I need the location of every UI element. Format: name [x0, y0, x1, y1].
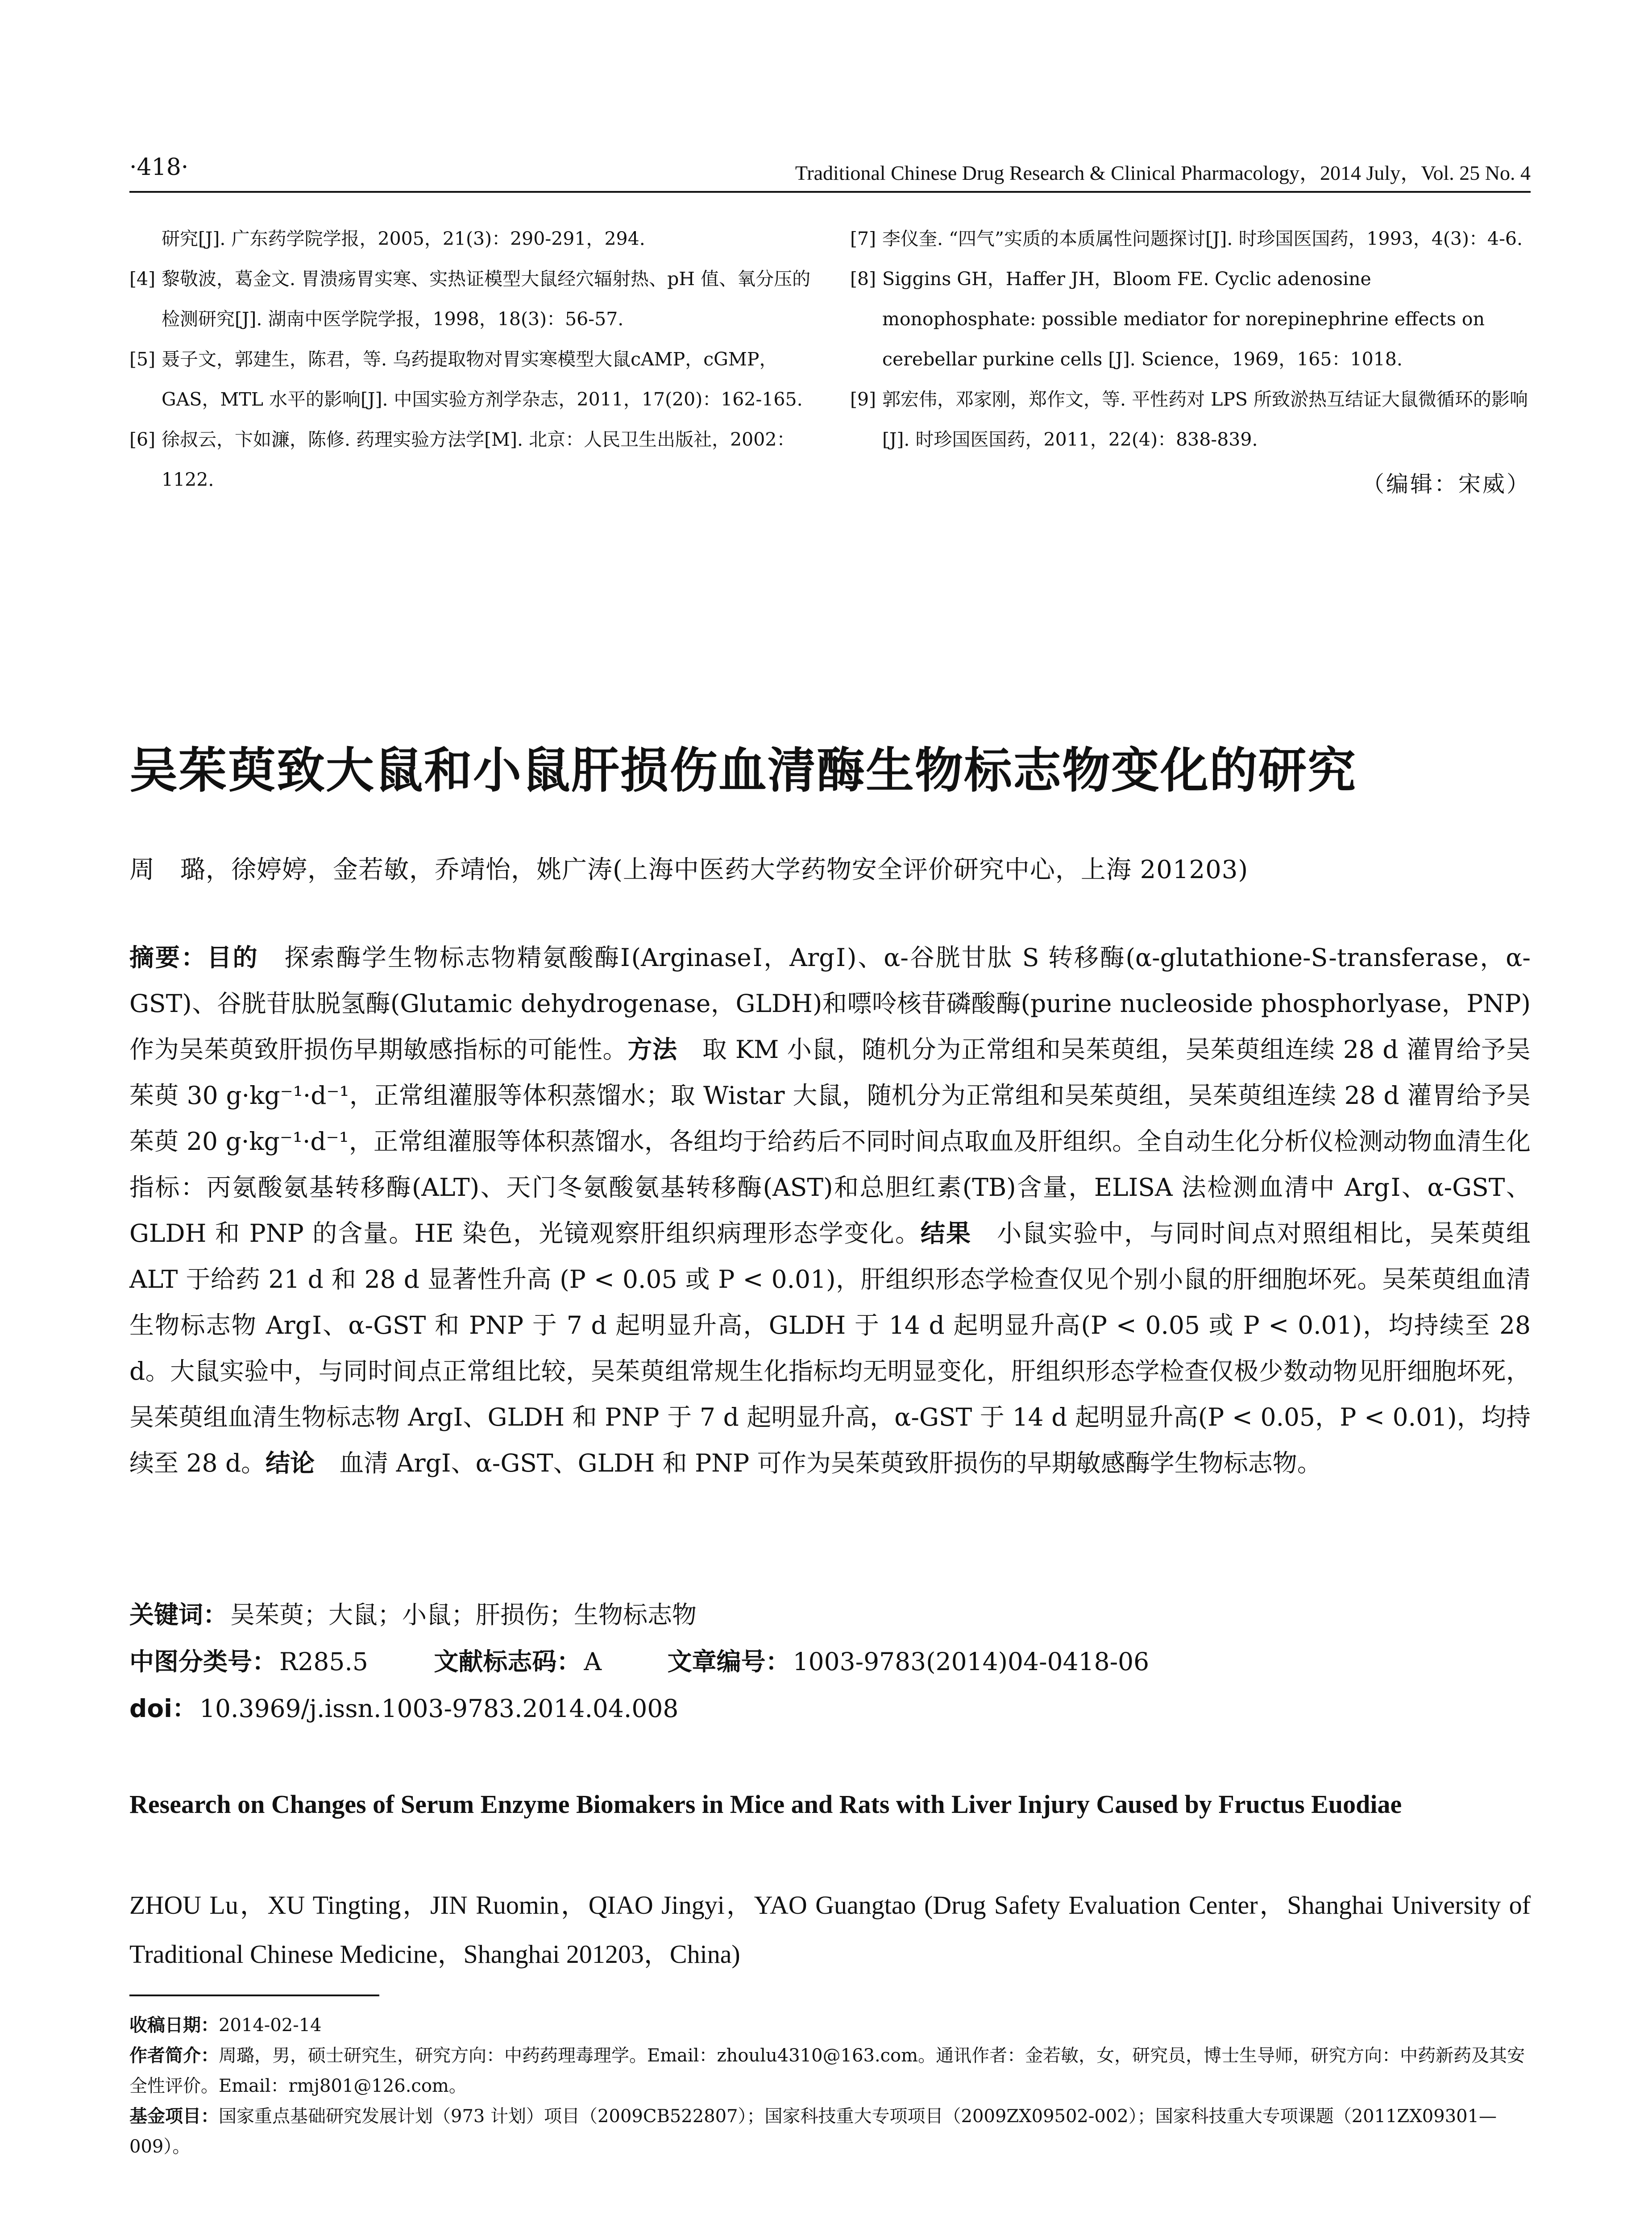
article-number-value: 1003-9783(2014)04-0418-06 — [793, 1647, 1150, 1676]
author-bio: 作者简介：周璐，男，硕士研究生，研究方向：中药药理毒理学。Email：zhoulu4310@163.com。通讯作者：金若敏，女，研究员，博士生导师，研究方向：中药新药及其安全性评价。Email：rmj801@126.com。 — [129, 2045, 1525, 2096]
abstract-label: 摘要： — [129, 943, 207, 972]
reference-item: [8] Siggins GH，Haffer JH，Bloom FE. Cyclic adenosine monophosphate: possible mediator for norepinephrine effects on cerebellar purkine cells [J]. Science，1969，165：1018. — [850, 268, 1485, 370]
reference-item: 研究[J]. 广东药学院学报，2005，21(3)：290-291，294. — [162, 228, 645, 249]
doi-value: 10.3969/j.issn.1003-9783.2014.04.008 — [199, 1694, 679, 1723]
references-left-column — [129, 219, 812, 500]
reference-item: [5] 聂子文，郭建生，陈君，等. 乌药提取物对胃实寒模型大鼠cAMP，cGMP，GAS，MTL 水平的影响[J]. 中国实验方剂学杂志，2011，17(20)：162-165. — [129, 348, 803, 410]
editor-note: （编辑：宋威） — [1362, 471, 1531, 497]
conclusion-text: 血清 ArgⅠ、α-GST、GLDH 和 PNP 可作为吴茱萸致肝损伤的早期敏感酶学生物标志物。 — [315, 1449, 1322, 1477]
methods-label: 方法 — [627, 1035, 677, 1064]
reference-item: [6] 徐叔云，卞如濂，陈修. 药理实验方法学[M]. 北京：人民卫生出版社，2002：1122. — [129, 429, 795, 490]
clc-value: R285.5 — [279, 1647, 368, 1676]
references-right-column — [850, 219, 1531, 504]
keywords — [129, 1595, 1531, 1630]
funding: 基金项目：国家重点基础研究发展计划（973 计划）项目（2009CB522807）；国家科技重大专项项目（2009ZX09502-002）；国家科技重大专项课题（2011ZX09301—009）。 — [129, 2106, 1497, 2157]
received-date: 收稿日期：2014-02-14 — [129, 2015, 322, 2036]
reference-item: [9] 郭宏伟，邓家刚，郑作文，等. 平性药对 LPS 所致淤热互结证大鼠微循环的影响[J]. 时珍国医国药，2011，22(4)：838-839. — [850, 389, 1528, 450]
english-authors: ZHOU Lu，XU Tingting，JIN Ruomin，QIAO Jingyi，YAO Guangtao (Drug Safety Evaluation Center，Shanghai University of Traditional Chinese Medicine，Shanghai 201203，China) — [129, 1891, 1531, 1969]
article-number-label: 文章编号： — [667, 1647, 790, 1676]
footnotes — [129, 2010, 1531, 2162]
keywords-label: 关键词： — [129, 1601, 228, 1629]
journal-citation: Traditional Chinese Drug Research & Clinical Pharmacology，2014 July，Vol. 25 No. 4 — [795, 162, 1531, 184]
results-text: 小鼠实验中，与同时间点对照组相比，吴茱萸组 ALT 于给药 21 d 和 28 d 显著性升高 (P < 0.05 或 P < 0.01)，肝组织形态学检查仅见个别小鼠的肝细胞坏死。吴茱萸组血清生物标志物 ArgⅠ、α-GST 和 PNP 于 7 d 起明显升高，GLDH 于 14 d 起明显升高(P < 0.05 或 P < 0.01)，均持续至 28 d。大鼠实验中，与同时间点正常组比较，吴茱萸组常规生化指标均无明显变化，肝组织形态学检查仅极少数动物见肝细胞坏死，吴茱萸组血清生物标志物 ArgⅠ、GLDH 和 PNP 于 7 d 起明显升高，α-GST 于 14 d 起明显升高(P < 0.05，P < 0.01)，均持续至 28 d。 — [129, 1219, 1531, 1477]
classification — [129, 1642, 1531, 1677]
article-authors: 周 璐，徐婷婷，金若敏，乔靖怡，姚广涛(上海中医药大学药物安全评价研究中心，上海 201203) — [129, 855, 1249, 884]
keywords-text: 吴茱萸；大鼠；小鼠；肝损伤；生物标志物 — [230, 1601, 697, 1629]
abstract — [129, 935, 1531, 1486]
doc-code-label: 文献标志码： — [434, 1647, 581, 1676]
clc-label: 中图分类号： — [129, 1647, 277, 1676]
page-number: ·418· — [129, 154, 189, 181]
reference-item: [7] 李仪奎. “四气”实质的本质属性问题探讨[J]. 时珍国医国药，1993，4(3)：4-6. — [850, 228, 1523, 249]
doi-label: doi： — [129, 1694, 197, 1723]
conclusion-label: 结论 — [266, 1449, 315, 1477]
header-rule — [129, 191, 1531, 193]
results-label: 结果 — [920, 1219, 972, 1248]
methods-text: 取 KM 小鼠，随机分为正常组和吴茱萸组，吴茱萸组连续 28 d 灌胃给予吴茱萸 30 g·kg⁻¹·d⁻¹，正常组灌服等体积蒸馏水；取 Wistar 大鼠，随机分为正常组和吴茱萸组，吴茱萸组连续 28 d 灌胃给予吴茱萸 20 g·kg⁻¹·d⁻¹，正常组灌服等体积蒸馏水，各组均于给药后不同时间点取血及肝组织。全自动生化分析仪检测动物血清生化指标：丙氨酸氨基转移酶(ALT)、天门冬氨酸氨基转移酶(AST)和总胆红素(TB)含量，ELISA 法检测血清中 ArgⅠ、α-GST、GLDH 和 PNP 的含量。HE 染色，光镜观察肝组织病理形态学变化。 — [129, 1035, 1531, 1248]
english-title: Research on Changes of Serum Enzyme Biomakers in Mice and Rats with Liver Injury Caused by Fructus Euodiae — [129, 1790, 1402, 1819]
objective-text: 探索酶学生物标志物精氨酸酶Ⅰ(ArginaseⅠ，ArgⅠ)、α-谷胱甘肽 S 转移酶(α-glutathione-S-transferase，α-GST)、谷胱苷肽脱氢酶(Glutamic dehydrogenase，GLDH)和嘌呤核苷磷酸酶(purine nucleoside phosphorlyase，PNP) 作为吴茱萸致肝损伤早期敏感指标的可能性。 — [129, 943, 1531, 1064]
doc-code-value: A — [584, 1647, 602, 1676]
running-header — [129, 154, 1531, 190]
reference-item: [4] 黎敬波，葛金文. 胃溃疡胃实寒、实热证模型大鼠经穴辐射热、pH 值、氧分压的检测研究[J]. 湖南中医学院学报，1998，18(3)：56-57. — [129, 268, 811, 330]
objective-label: 目的 — [207, 943, 259, 972]
article-title: 吴茱萸致大鼠和小鼠肝损伤血清酶生物标志物变化的研究 — [129, 743, 1357, 799]
doi — [129, 1689, 1531, 1724]
footnote-rule — [129, 1995, 379, 1996]
